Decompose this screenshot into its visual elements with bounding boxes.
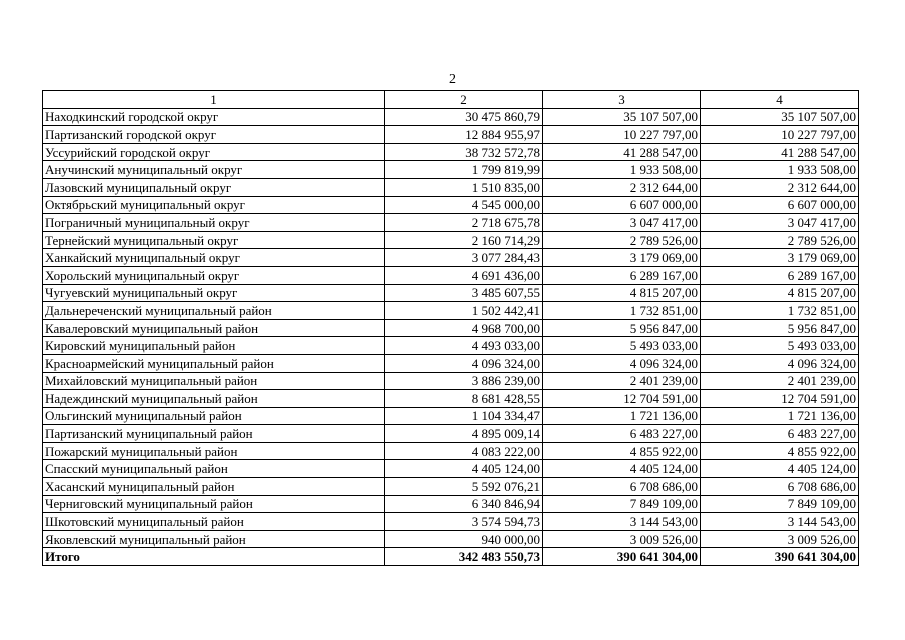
total-row (43, 548, 859, 566)
table-row (43, 513, 859, 531)
table-row (43, 372, 859, 390)
header-cell-4: 4 (701, 91, 859, 109)
value-col4-cell: 6 607 000,00 (701, 196, 859, 214)
value-col3-cell: 41 288 547,00 (543, 143, 701, 161)
table-row (43, 126, 859, 144)
value-col4-cell: 4 815 207,00 (701, 284, 859, 302)
value-col4-cell: 4 096 324,00 (701, 354, 859, 372)
municipality-name-cell: Хасанский муниципальный район (43, 478, 385, 496)
municipality-name-cell: Черниговский муниципальный район (43, 495, 385, 513)
municipality-name-cell: Лазовский муниципальный округ (43, 178, 385, 196)
value-col2-cell: 4 493 033,00 (385, 337, 543, 355)
value-col2-cell: 4 691 436,00 (385, 266, 543, 284)
municipality-name-cell: Красноармейский муниципальный район (43, 354, 385, 372)
table-row (43, 460, 859, 478)
value-col2-cell: 12 884 955,97 (385, 126, 543, 144)
page-number: 2 (449, 72, 456, 87)
value-col3-cell: 7 849 109,00 (543, 495, 701, 513)
value-col2-cell: 3 574 594,73 (385, 513, 543, 531)
value-col3-cell: 1 933 508,00 (543, 161, 701, 179)
header-cell-2: 2 (385, 91, 543, 109)
table-row (43, 214, 859, 232)
value-col3-cell: 6 708 686,00 (543, 478, 701, 496)
municipality-name-cell: Пограничный муниципальный округ (43, 214, 385, 232)
value-col4-cell: 3 047 417,00 (701, 214, 859, 232)
municipality-name-cell: Шкотовский муниципальный район (43, 513, 385, 531)
value-col2-cell: 4 083 222,00 (385, 442, 543, 460)
table-row (43, 302, 859, 320)
table-row (43, 178, 859, 196)
value-col4-cell: 4 855 922,00 (701, 442, 859, 460)
municipality-name-cell: Спасский муниципальный район (43, 460, 385, 478)
municipality-name-cell: Уссурийский городской округ (43, 143, 385, 161)
value-col4-cell: 5 956 847,00 (701, 319, 859, 337)
municipality-name-cell: Чугуевский муниципальный округ (43, 284, 385, 302)
total-col2-cell: 342 483 550,73 (385, 548, 543, 566)
municipality-name-cell: Ханкайский муниципальный округ (43, 249, 385, 267)
table-row (43, 143, 859, 161)
value-col2-cell: 4 405 124,00 (385, 460, 543, 478)
value-col4-cell: 7 849 109,00 (701, 495, 859, 513)
value-col2-cell: 4 968 700,00 (385, 319, 543, 337)
municipality-name-cell: Надеждинский муниципальный район (43, 390, 385, 408)
table-row (43, 354, 859, 372)
table-row (43, 442, 859, 460)
value-col3-cell: 5 956 847,00 (543, 319, 701, 337)
table-body (43, 91, 859, 566)
value-col3-cell: 35 107 507,00 (543, 108, 701, 126)
value-col3-cell: 3 179 069,00 (543, 249, 701, 267)
municipality-name-cell: Октябрьский муниципальный округ (43, 196, 385, 214)
value-col3-cell: 3 144 543,00 (543, 513, 701, 531)
table-row (43, 319, 859, 337)
value-col3-cell: 10 227 797,00 (543, 126, 701, 144)
value-col4-cell: 2 401 239,00 (701, 372, 859, 390)
value-col2-cell: 3 077 284,43 (385, 249, 543, 267)
value-col4-cell: 10 227 797,00 (701, 126, 859, 144)
value-col2-cell: 2 718 675,78 (385, 214, 543, 232)
budget-table (42, 90, 859, 566)
value-col2-cell: 38 732 572,78 (385, 143, 543, 161)
value-col4-cell: 2 312 644,00 (701, 178, 859, 196)
value-col3-cell: 2 401 239,00 (543, 372, 701, 390)
value-col3-cell: 1 732 851,00 (543, 302, 701, 320)
value-col3-cell: 6 483 227,00 (543, 425, 701, 443)
value-col3-cell: 3 009 526,00 (543, 530, 701, 548)
value-col4-cell: 6 483 227,00 (701, 425, 859, 443)
value-col3-cell: 4 405 124,00 (543, 460, 701, 478)
municipality-name-cell: Партизанский городской округ (43, 126, 385, 144)
municipality-name-cell: Кировский муниципальный район (43, 337, 385, 355)
municipality-name-cell: Ольгинский муниципальный район (43, 407, 385, 425)
table-row (43, 231, 859, 249)
table-row (43, 390, 859, 408)
value-col4-cell: 2 789 526,00 (701, 231, 859, 249)
value-col3-cell: 2 312 644,00 (543, 178, 701, 196)
total-label-cell: Итого (43, 548, 385, 566)
value-col4-cell: 41 288 547,00 (701, 143, 859, 161)
value-col3-cell: 12 704 591,00 (543, 390, 701, 408)
table-header-row (43, 91, 859, 109)
total-col3-cell: 390 641 304,00 (543, 548, 701, 566)
header-cell-3: 3 (543, 91, 701, 109)
value-col2-cell: 1 502 442,41 (385, 302, 543, 320)
value-col3-cell: 1 721 136,00 (543, 407, 701, 425)
value-col4-cell: 1 721 136,00 (701, 407, 859, 425)
value-col2-cell: 8 681 428,55 (385, 390, 543, 408)
table-row (43, 249, 859, 267)
municipality-name-cell: Хорольский муниципальный округ (43, 266, 385, 284)
table-row (43, 530, 859, 548)
municipality-name-cell: Дальнереченский муниципальный район (43, 302, 385, 320)
table-row (43, 495, 859, 513)
value-col2-cell: 940 000,00 (385, 530, 543, 548)
table-row (43, 108, 859, 126)
value-col3-cell: 4 096 324,00 (543, 354, 701, 372)
table-row (43, 425, 859, 443)
value-col4-cell: 3 009 526,00 (701, 530, 859, 548)
value-col3-cell: 6 607 000,00 (543, 196, 701, 214)
value-col2-cell: 3 886 239,00 (385, 372, 543, 390)
value-col2-cell: 2 160 714,29 (385, 231, 543, 249)
table-row (43, 161, 859, 179)
value-col3-cell: 5 493 033,00 (543, 337, 701, 355)
table-row (43, 407, 859, 425)
total-col4-cell: 390 641 304,00 (701, 548, 859, 566)
table-row (43, 337, 859, 355)
value-col4-cell: 5 493 033,00 (701, 337, 859, 355)
municipality-name-cell: Находкинский городской округ (43, 108, 385, 126)
municipality-name-cell: Анучинский муниципальный округ (43, 161, 385, 179)
value-col4-cell: 3 179 069,00 (701, 249, 859, 267)
value-col4-cell: 12 704 591,00 (701, 390, 859, 408)
value-col2-cell: 4 096 324,00 (385, 354, 543, 372)
value-col4-cell: 1 933 508,00 (701, 161, 859, 179)
value-col4-cell: 4 405 124,00 (701, 460, 859, 478)
table-row (43, 196, 859, 214)
municipality-name-cell: Яковлевский муниципальный район (43, 530, 385, 548)
value-col2-cell: 1 510 835,00 (385, 178, 543, 196)
value-col2-cell: 5 592 076,21 (385, 478, 543, 496)
value-col3-cell: 6 289 167,00 (543, 266, 701, 284)
table-row (43, 266, 859, 284)
value-col3-cell: 3 047 417,00 (543, 214, 701, 232)
municipality-name-cell: Тернейский муниципальный округ (43, 231, 385, 249)
value-col2-cell: 30 475 860,79 (385, 108, 543, 126)
value-col3-cell: 2 789 526,00 (543, 231, 701, 249)
municipality-name-cell: Кавалеровский муниципальный район (43, 319, 385, 337)
table-row (43, 284, 859, 302)
value-col3-cell: 4 855 922,00 (543, 442, 701, 460)
value-col4-cell: 6 708 686,00 (701, 478, 859, 496)
municipality-name-cell: Пожарский муниципальный район (43, 442, 385, 460)
value-col2-cell: 3 485 607,55 (385, 284, 543, 302)
municipality-name-cell: Михайловский муниципальный район (43, 372, 385, 390)
value-col2-cell: 6 340 846,94 (385, 495, 543, 513)
header-cell-1: 1 (43, 91, 385, 109)
value-col4-cell: 1 732 851,00 (701, 302, 859, 320)
value-col2-cell: 4 895 009,14 (385, 425, 543, 443)
value-col2-cell: 1 799 819,99 (385, 161, 543, 179)
value-col3-cell: 4 815 207,00 (543, 284, 701, 302)
table-row (43, 478, 859, 496)
value-col4-cell: 3 144 543,00 (701, 513, 859, 531)
value-col2-cell: 1 104 334,47 (385, 407, 543, 425)
value-col4-cell: 6 289 167,00 (701, 266, 859, 284)
value-col2-cell: 4 545 000,00 (385, 196, 543, 214)
value-col4-cell: 35 107 507,00 (701, 108, 859, 126)
municipality-name-cell: Партизанский муниципальный район (43, 425, 385, 443)
